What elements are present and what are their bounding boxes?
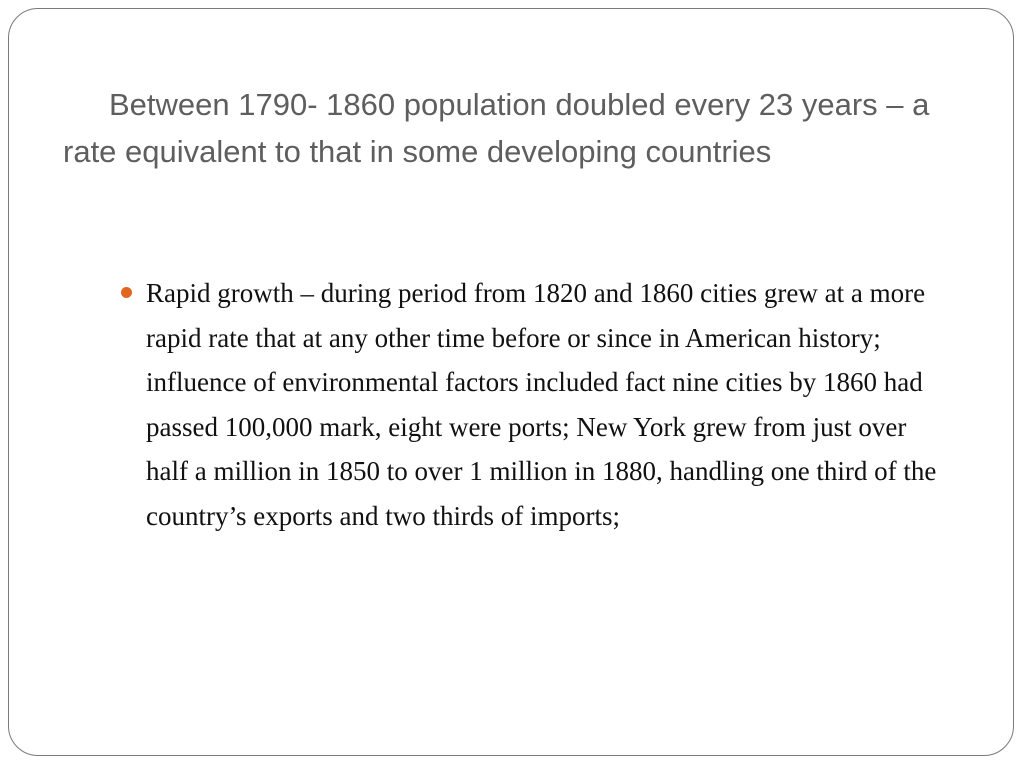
slide-title: Between 1790- 1860 population doubled every 23 years – a rate equivalent to that in some developing countries	[63, 87, 939, 169]
bullet-item	[121, 271, 951, 538]
bullet-list	[121, 271, 951, 538]
slide-frame	[8, 8, 1014, 756]
bullet-dot-icon	[121, 287, 132, 298]
bullet-text: Rapid growth – during period from 1820 and 1860 cities grew at a more rapid rate that at any other time before or since in American history; influence of environmental factors included fact nine cities by 1860 had passed 100,000 mark, eight were ports; New York grew from just over half a million in 1850 to over 1 million in 1880, handling one third of the country’s exports and two thirds of imports;	[146, 278, 937, 531]
